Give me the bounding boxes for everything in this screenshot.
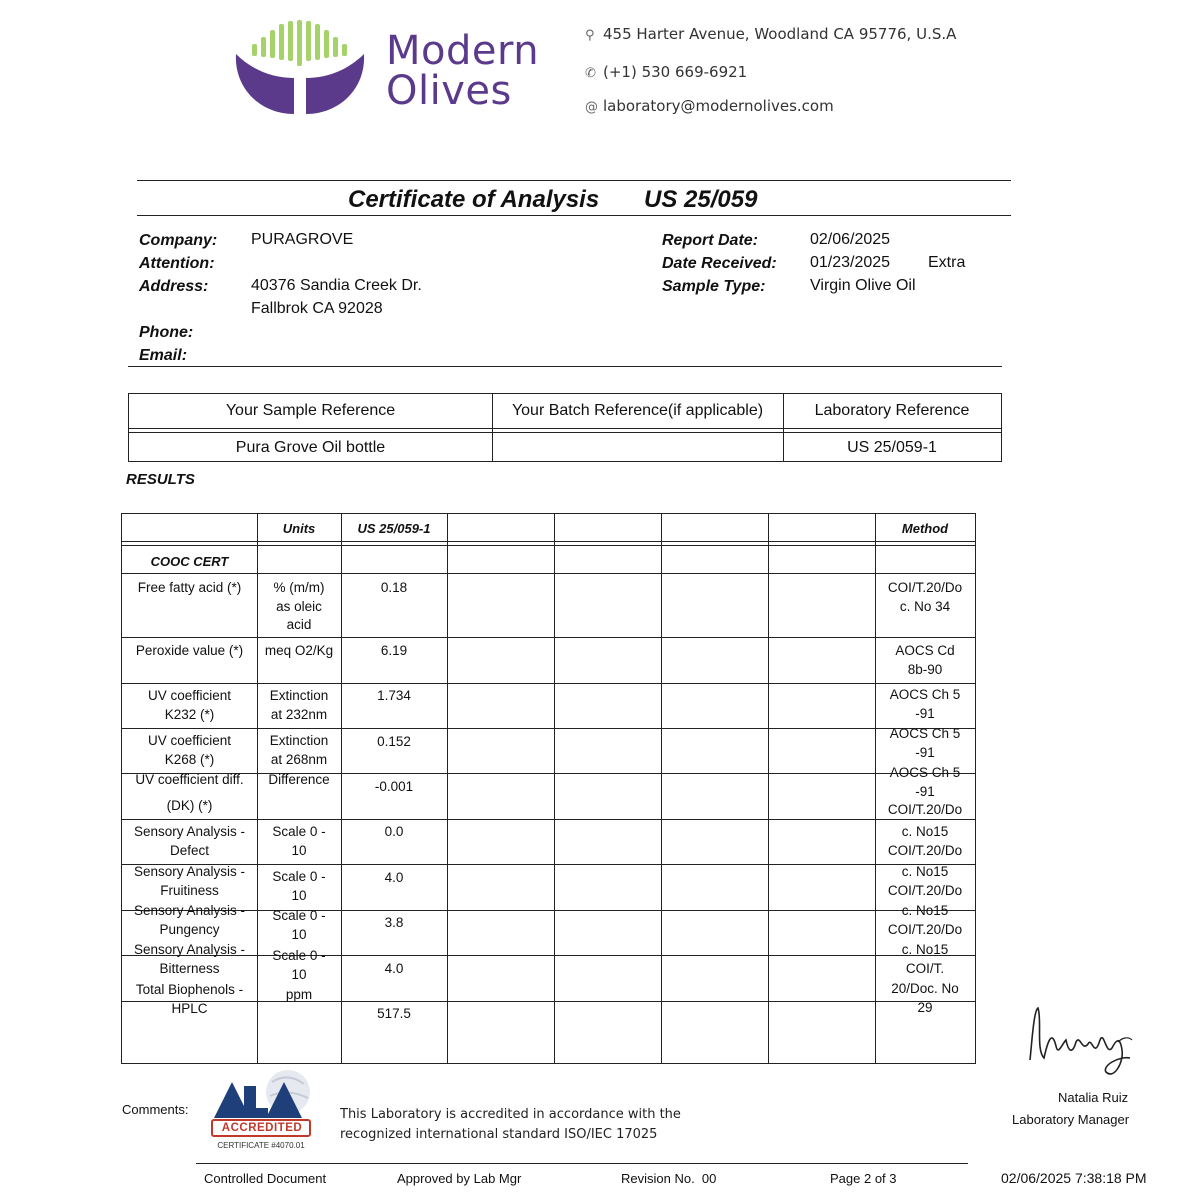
sample-type-line2: Virgin Olive Oil	[810, 277, 916, 294]
method-sensory-fruitiness: c. No15 COI/T.20/Do	[887, 864, 963, 898]
divider-footer	[196, 1163, 968, 1164]
brand-name-line1: Modern	[386, 28, 540, 74]
value-sensory-bitterness: 4.0	[384, 961, 404, 976]
certificate-number: US 25/059	[644, 186, 758, 213]
page-number: Page 2 of 3	[830, 1171, 897, 1186]
grid-row-line	[122, 545, 975, 546]
attention-label: Attention:	[139, 255, 215, 272]
units-sensory-fruitiness: Scale 0 - 10	[272, 869, 326, 903]
sample-type-line1: Extra	[928, 254, 966, 271]
date-received-label: Date Received:	[662, 255, 777, 272]
signer-title: Laboratory Manager	[1012, 1112, 1130, 1127]
lab-email	[585, 97, 834, 115]
a2la-accredited-logo	[210, 1068, 314, 1152]
method-sensory-defect: c. No15 COI/T.20/Do	[887, 824, 963, 858]
param-sensory-defect: Sensory Analysis - Defect	[133, 824, 246, 858]
ref-row-divider	[129, 432, 1001, 433]
param-uv-k232: UV coefficient K232 (*)	[147, 688, 232, 722]
section-cooc-cert: COOC CERT	[150, 554, 229, 569]
grid-col-line	[554, 514, 555, 1063]
results-heading: RESULTS	[126, 471, 195, 488]
ref-value-sample: Pura Grove Oil bottle	[235, 439, 386, 456]
grid-row-line	[122, 541, 975, 542]
grid-col-line	[447, 514, 448, 1063]
divider-title	[137, 215, 1011, 216]
date-received-value: 01/23/2025	[810, 254, 891, 271]
grid-row-line	[122, 728, 975, 729]
value-uv-dk: -0.001	[374, 779, 414, 794]
units-sensory-pungency: Scale 0 - 10	[272, 908, 326, 942]
modern-olives-logo	[230, 18, 370, 118]
print-timestamp: 02/06/2025 7:38:18 PM	[1001, 1170, 1147, 1186]
address-line1: 40376 Sandia Creek Dr.	[251, 277, 422, 294]
param-sensory-pungency: Sensory Analysis - Pungency	[133, 903, 246, 937]
param-uv-dk: UV coefficient diff. (DK) (*)	[135, 772, 244, 813]
units-peroxide-value: meq O2/Kg	[264, 643, 334, 658]
header-sample-id: US 25/059-1	[357, 521, 431, 536]
lab-email-text: laboratory@modernolives.com	[603, 97, 834, 115]
param-total-biophenols: Total Biophenols - HPLC	[135, 982, 244, 1016]
value-total-biophenols: 517.5	[377, 1006, 411, 1021]
address-label: Address:	[139, 278, 209, 295]
lab-phone-text: (+1) 530 669-6921	[603, 63, 748, 81]
param-free-fatty-acid: Free fatty acid (*)	[137, 580, 242, 595]
method-sensory-pungency: c. No15 COI/T.20/Do	[887, 903, 963, 937]
units-sensory-bitterness: Scale 0 - 10	[272, 948, 326, 982]
at-icon: @	[585, 100, 598, 115]
method-uv-dk: AOCS Ch 5 -91 COI/T.20/Do	[887, 765, 963, 817]
method-free-fatty-acid: COI/T.20/Do c. No 34	[887, 580, 963, 614]
grid-row-line	[122, 573, 975, 574]
email-label: Email:	[139, 347, 188, 364]
grid-col-line	[768, 514, 769, 1063]
units-free-fatty-acid: % (m/m) as oleic acid	[273, 580, 325, 632]
phone-icon: ✆	[585, 66, 596, 81]
certificate-title: Certificate of Analysis	[348, 186, 600, 213]
method-uv-k232: AOCS Ch 5 -91	[889, 687, 961, 721]
param-peroxide-value: Peroxide value (*)	[135, 643, 244, 658]
certificate-number-badge: CERTIFICATE #4070.01	[217, 1141, 305, 1150]
signer-name: Natalia Ruiz	[1058, 1090, 1129, 1105]
ref-header-lab: Laboratory Reference	[814, 402, 970, 419]
company-value: PURAGROVE	[251, 231, 354, 248]
controlled-document: Controlled Document	[204, 1171, 327, 1186]
header-method: Method	[901, 521, 949, 536]
value-uv-k232: 1.734	[377, 688, 411, 703]
units-uv-dk: Difference	[268, 772, 330, 787]
approved-by: Approved by Lab Mgr	[397, 1171, 522, 1186]
units-sensory-defect: Scale 0 - 10	[272, 824, 326, 858]
method-sensory-bitterness: c. No15 COI/T.	[901, 942, 949, 976]
grid-row-line	[122, 637, 975, 638]
ref-header-sample: Your Sample Reference	[225, 402, 396, 419]
manager-signature	[1022, 1000, 1140, 1092]
ref-row-divider	[129, 428, 1001, 429]
lab-phone	[585, 63, 747, 81]
brand-name-line2: Olives	[386, 68, 512, 114]
grid-row-line	[122, 683, 975, 684]
reference-table	[128, 393, 1002, 462]
ref-value-lab: US 25/059-1	[847, 439, 937, 456]
param-sensory-bitterness: Sensory Analysis - Bitterness	[133, 942, 246, 976]
units-total-biophenols: ppm	[285, 987, 313, 1002]
divider-top	[137, 180, 1011, 181]
results-table	[121, 513, 976, 1064]
location-pin-icon: ⚲	[585, 28, 595, 43]
report-date-label: Report Date:	[662, 232, 759, 249]
units-uv-k268: Extinction at 268nm	[269, 733, 329, 767]
accreditation-statement-2: recognized international standard ISO/IEC 17025	[340, 1127, 658, 1142]
value-sensory-defect: 0.0	[384, 824, 404, 839]
ref-header-batch: Your Batch Reference(if applicable)	[511, 402, 764, 419]
phone-label: Phone:	[139, 324, 194, 341]
header-units: Units	[282, 521, 316, 536]
divider-client	[128, 366, 1002, 367]
value-sensory-fruitiness: 4.0	[384, 870, 404, 885]
value-peroxide-value: 6.19	[380, 643, 408, 658]
comments-label: Comments:	[122, 1102, 189, 1117]
accreditation-statement-1: This Laboratory is accredited in accordance with the	[340, 1107, 681, 1122]
accredited-badge-text: ACCREDITED	[221, 1122, 303, 1134]
param-sensory-fruitiness: Sensory Analysis - Fruitiness	[133, 864, 246, 898]
method-total-biophenols: 20/Doc. No 29	[891, 981, 959, 1015]
value-sensory-pungency: 3.8	[384, 915, 404, 930]
value-free-fatty-acid: 0.18	[380, 580, 408, 595]
value-uv-k268: 0.152	[377, 734, 411, 749]
grid-col-line	[661, 514, 662, 1063]
lab-address	[585, 25, 956, 43]
report-date-value: 02/06/2025	[810, 231, 891, 248]
method-peroxide-value: AOCS Cd 8b-90	[895, 643, 955, 677]
address-line2: Fallbrok CA 92028	[251, 300, 383, 317]
revision-number: Revision No. 00	[621, 1171, 717, 1186]
company-label: Company:	[139, 232, 218, 249]
method-uv-k268: AOCS Ch 5 -91	[889, 726, 961, 760]
units-uv-k232: Extinction at 232nm	[269, 688, 329, 722]
sample-type-label: Sample Type:	[662, 278, 766, 295]
param-uv-k268: UV coefficient K268 (*)	[147, 733, 232, 767]
lab-address-text: 455 Harter Avenue, Woodland CA 95776, U.S.A	[603, 25, 957, 43]
